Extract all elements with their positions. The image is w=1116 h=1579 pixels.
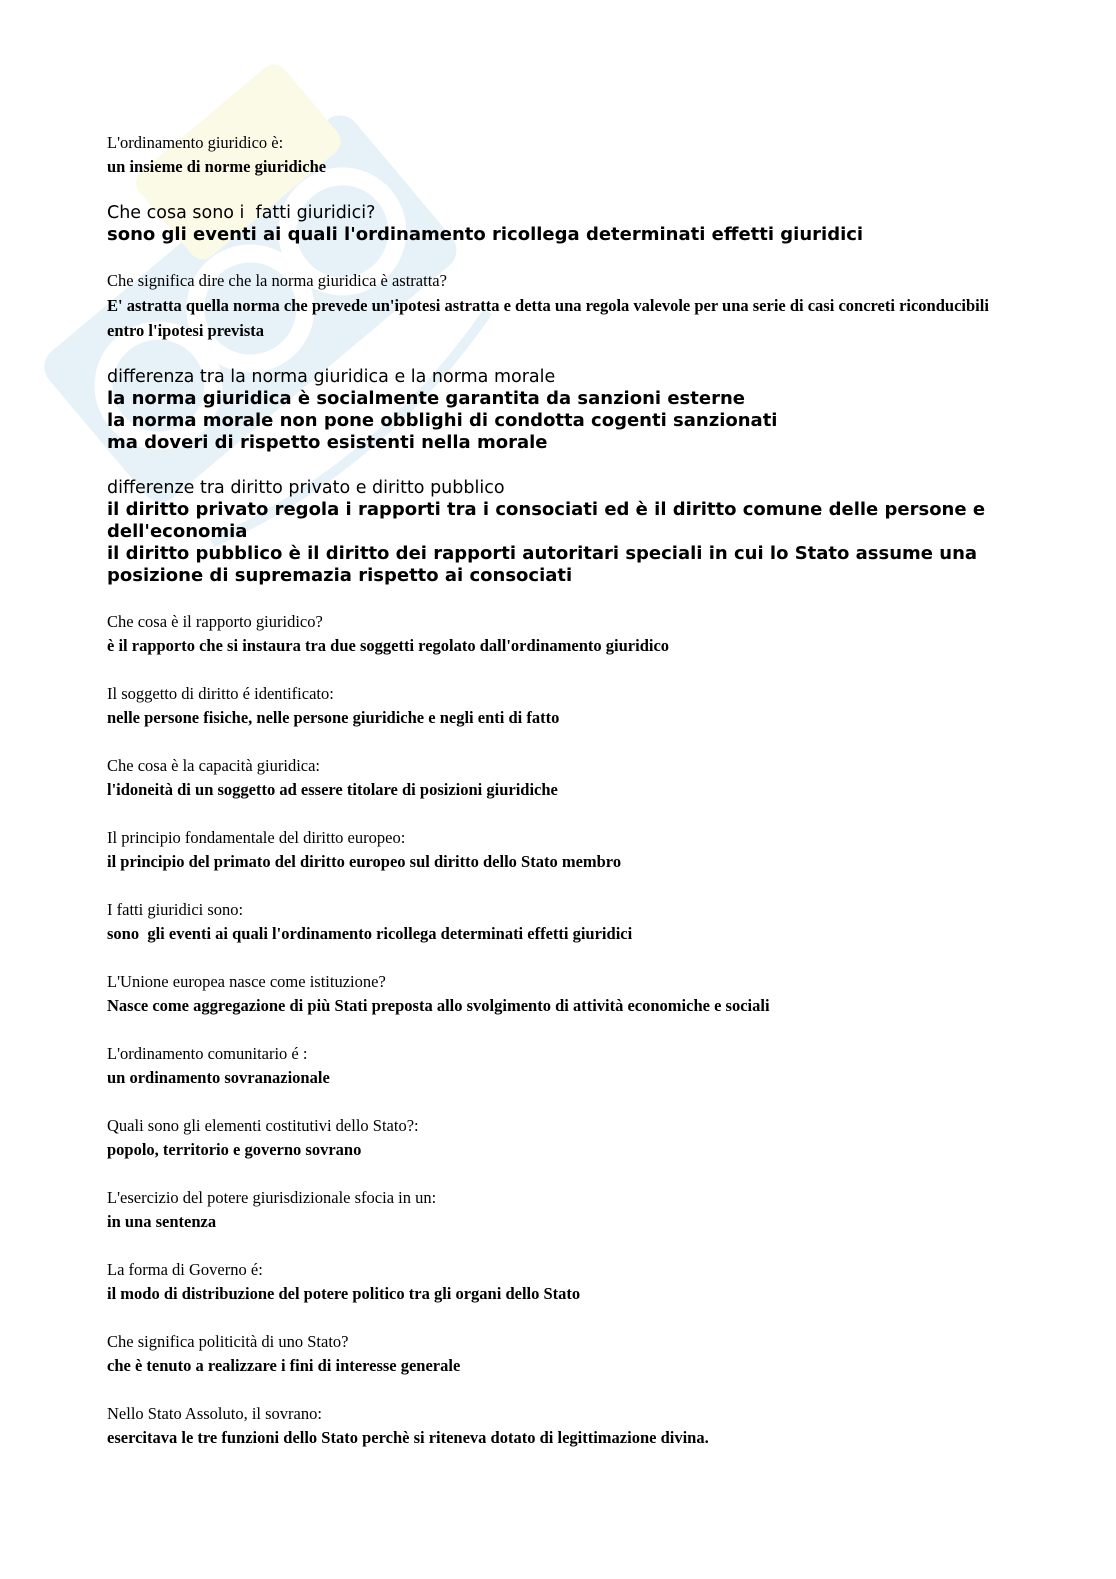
qa-block: [107, 131, 1007, 179]
qa-block: [107, 1114, 1007, 1162]
answer: il modo di distribuzione del potere politico tra gli organi dello Stato: [107, 1284, 581, 1303]
answer: E' astratta quella norma che prevede un'ipotesi astratta e detta una regola valevole per una serie di casi concreti riconducibili entro l'ipotesi prevista: [107, 296, 994, 340]
question: Che significa politicità di uno Stato?: [107, 1332, 349, 1351]
question: Che cosa sono i fatti giuridici?: [107, 203, 376, 223]
qa-block: [107, 477, 1007, 587]
answer: in una sentenza: [107, 1212, 217, 1231]
question: differenza tra la norma giuridica e la norma morale: [107, 367, 556, 387]
answer: la norma morale non pone obblighi di condotta cogenti sanzionati: [107, 410, 778, 431]
question: L'ordinamento comunitario é :: [107, 1044, 308, 1063]
qa-block: [107, 269, 1007, 343]
qa-block: [107, 898, 1007, 946]
question: L'ordinamento giuridico è:: [107, 133, 284, 152]
qa-block: [107, 970, 1007, 1018]
document-body: [107, 131, 1007, 1450]
answer: un ordinamento sovranazionale: [107, 1068, 330, 1087]
qa-block: [107, 1402, 1007, 1450]
question: Il soggetto di diritto é identificato:: [107, 684, 334, 703]
qa-block: [107, 610, 1007, 658]
answer: sono gli eventi ai quali l'ordinamento ricollega determinati effetti giuridici: [107, 924, 633, 943]
answer: sono gli eventi ai quali l'ordinamento ricollega determinati effetti giuridici: [107, 224, 864, 245]
qa-block: [107, 1258, 1007, 1306]
question: La forma di Governo é:: [107, 1260, 263, 1279]
qa-block: [107, 1186, 1007, 1234]
answer: un insieme di norme giuridiche: [107, 157, 327, 176]
question: differenze tra diritto privato e diritto pubblico: [107, 478, 505, 498]
answer: popolo, territorio e governo sovrano: [107, 1140, 362, 1159]
qa-block: [107, 682, 1007, 730]
answer: esercitava le tre funzioni dello Stato perchè si riteneva dotato di legittimazione divina.: [107, 1428, 709, 1447]
qa-block: [107, 1042, 1007, 1090]
question: Che cosa è la capacità giuridica:: [107, 756, 321, 775]
question: Quali sono gli elementi costitutivi dello Stato?:: [107, 1116, 419, 1135]
answer: è il rapporto che si instaura tra due soggetti regolato dall'ordinamento giuridico: [107, 636, 670, 655]
answer: nelle persone fisiche, nelle persone giuridiche e negli enti di fatto: [107, 708, 560, 727]
question: L'esercizio del potere giurisdizionale sfocia in un:: [107, 1188, 437, 1207]
answer: il diritto pubblico è il diritto dei rapporti autoritari speciali in cui lo Stato assume una posizione di supremazia rispetto ai consociati: [107, 543, 984, 586]
question: L'Unione europea nasce come istituzione?: [107, 972, 386, 991]
answer: l'idoneità di un soggetto ad essere titolare di posizioni giuridiche: [107, 780, 558, 799]
question: Che significa dire che la norma giuridica è astratta?: [107, 271, 447, 290]
answer: Nasce come aggregazione di più Stati preposta allo svolgimento di attività economiche e sociali: [107, 996, 770, 1015]
answer: che è tenuto a realizzare i fini di interesse generale: [107, 1356, 461, 1375]
question: Il principio fondamentale del diritto europeo:: [107, 828, 406, 847]
answer: la norma giuridica è socialmente garantita da sanzioni esterne: [107, 388, 745, 409]
qa-block: [107, 366, 1007, 454]
question: Nello Stato Assoluto, il sovrano:: [107, 1404, 322, 1423]
qa-block: [107, 1330, 1007, 1378]
qa-block: [107, 826, 1007, 874]
question: I fatti giuridici sono:: [107, 900, 244, 919]
answer: ma doveri di rispetto esistenti nella morale: [107, 432, 548, 453]
answer: il diritto privato regola i rapporti tra i consociati ed è il diritto comune delle persone e dell'economia: [107, 499, 992, 542]
question: Che cosa è il rapporto giuridico?: [107, 612, 323, 631]
answer: il principio del primato del diritto europeo sul diritto dello Stato membro: [107, 852, 622, 871]
qa-block: [107, 202, 1007, 246]
qa-block: [107, 754, 1007, 802]
